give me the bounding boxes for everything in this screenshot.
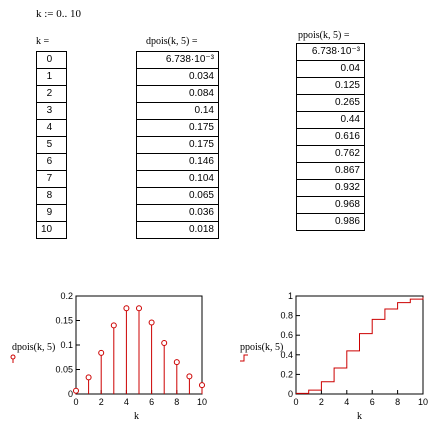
k-table-cell: 2 <box>37 86 67 103</box>
dpois-table-cell: 0.036 <box>137 205 219 222</box>
ppois-table-cell: 0.932 <box>297 180 365 197</box>
right-y-tick-label: 0.4 <box>280 349 293 360</box>
ppois-table-cell: 0.968 <box>297 197 365 214</box>
right-x-tick-label: 10 <box>417 397 429 407</box>
right-y-tick-label: 0.2 <box>280 369 293 380</box>
right-x-tick-label: 8 <box>395 397 401 407</box>
ppois-table-cell: 0.762 <box>297 146 365 163</box>
k-table-cell: 6 <box>37 154 67 171</box>
ppois-table-cell: 0.867 <box>297 163 365 180</box>
left-x-tick-label: 8 <box>174 397 180 407</box>
left-x-tick-label: 4 <box>123 397 129 407</box>
left-x-tick-label: 2 <box>98 397 104 407</box>
dpois-table-cell: 0.065 <box>137 188 219 205</box>
range-definition: k := 0.. 10 <box>36 8 82 20</box>
right-plot-ylabel: ppois(k, 5) <box>240 342 284 353</box>
ppois-table-header: ppois(k, 5) = <box>298 30 350 41</box>
k-table-header: k = <box>36 36 50 47</box>
dpois-table-cell: 0.175 <box>137 137 219 154</box>
ppois-table-cell: 0.986 <box>297 214 365 231</box>
ppois-table-cell: 0.616 <box>297 129 365 146</box>
right-y-tick-label: 0 <box>287 389 293 399</box>
right-x-tick-label: 6 <box>369 397 375 407</box>
left-y-tick-label: 0.2 <box>60 291 73 301</box>
right-x-tick-label: 4 <box>344 397 350 407</box>
left-y-tick-label: 0 <box>67 389 73 399</box>
ppois-table-cell: 0.44 <box>297 112 365 129</box>
left-y-tick-label: 0.1 <box>60 340 73 350</box>
k-table-cell: 7 <box>37 171 67 188</box>
dpois-table-cell: 0.018 <box>137 222 219 239</box>
dpois-table-cell: 0.034 <box>137 69 219 86</box>
k-table-cell: 3 <box>37 103 67 120</box>
left-x-tick-label: 10 <box>196 397 208 407</box>
dpois-table-header: dpois(k, 5) = <box>146 36 198 47</box>
k-table-cell: 8 <box>37 188 67 205</box>
right-y-tick-label: 0.8 <box>280 310 293 321</box>
dpois-table-cell: 0.084 <box>137 86 219 103</box>
k-table-cell: 5 <box>37 137 67 154</box>
dpois-table-cell: 6.738·10⁻³ <box>137 52 219 69</box>
right-plot-xlabel: k <box>357 411 362 422</box>
ppois-table-cell: 0.265 <box>297 95 365 112</box>
dpois-table-cell: 0.175 <box>137 120 219 137</box>
k-table-cell: 4 <box>37 120 67 137</box>
left-x-tick-label: 0 <box>73 397 79 407</box>
k-table-cell: 0 <box>37 52 67 69</box>
dpois-table-cell: 0.14 <box>137 103 219 120</box>
right-x-tick-label: 0 <box>293 397 299 407</box>
right-legend-step <box>240 355 248 361</box>
left-y-tick-label: 0.15 <box>55 315 73 326</box>
left-plot-ylabel: dpois(k, 5) <box>12 342 56 353</box>
ppois-table-cell: 6.738·10⁻³ <box>297 44 365 61</box>
left-plot-xlabel: k <box>134 411 139 422</box>
ppois-step-line <box>296 297 423 393</box>
k-table-cell: 10 <box>37 222 67 239</box>
right-y-tick-label: 0.6 <box>280 330 293 341</box>
ppois-table-cell: 0.125 <box>297 78 365 95</box>
dpois-table-cell: 0.104 <box>137 171 219 188</box>
right-y-tick-label: 1 <box>287 291 293 301</box>
k-table-cell: 1 <box>37 69 67 86</box>
k-table-cell: 9 <box>37 205 67 222</box>
left-x-tick-label: 6 <box>149 397 155 407</box>
dpois-table-cell: 0.146 <box>137 154 219 171</box>
right-x-tick-label: 2 <box>318 397 324 407</box>
ppois-table-cell: 0.04 <box>297 61 365 78</box>
left-y-tick-label: 0.05 <box>55 364 73 375</box>
